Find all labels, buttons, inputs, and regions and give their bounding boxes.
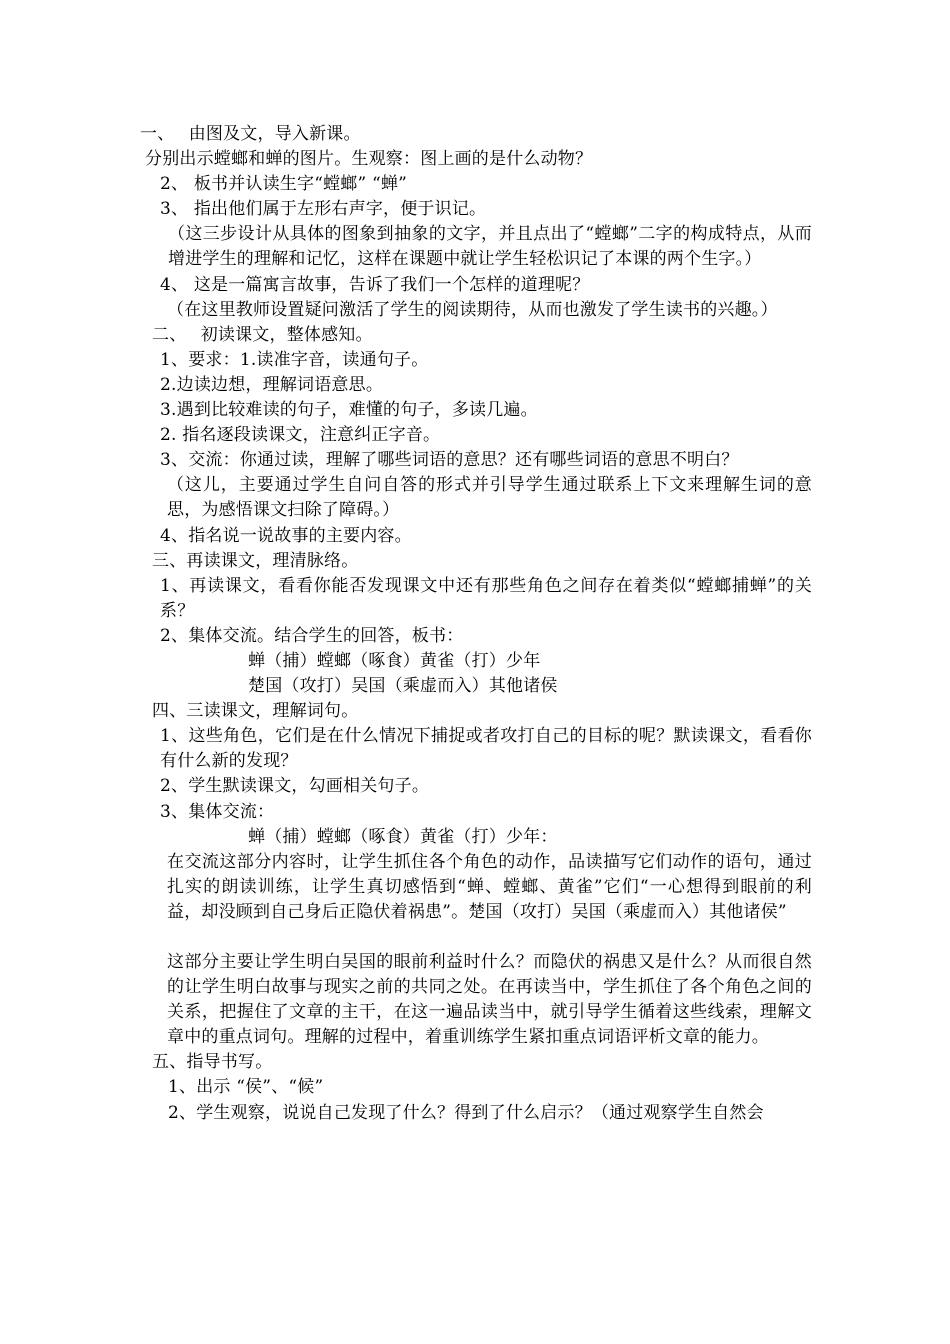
paragraph-line: 分别出示螳螂和蝉的图片。生观察：图上画的是什么动物？ (145, 149, 593, 170)
design-note: （这三步设计从具体的图象到抽象的文字，并且点出了“螳螂”二字的构成特点，从而增进学生的理解和记忆，这样在课题中就让学生轻松识记了本课的两个生字。） (168, 224, 812, 270)
list-item: 1、这些角色，它们是在什么情况下捕捉或者攻打自己的目标的呢？默读课文，看看你有什么新的发现？ (160, 726, 812, 772)
list-item: 2、 板书并认读生字“螳螂” “蝉” (160, 174, 407, 195)
section-heading-4: 四、三读课文，理解词句。 (152, 701, 359, 722)
list-item: 3、 指出他们属于左形右声字，便于识记。 (160, 199, 487, 220)
section-heading-5: 五、指导书写。 (152, 1052, 273, 1073)
design-note: （在这里教师设置疑问激活了学生的阅读期待，从而也激发了学生读书的兴趣。） (167, 299, 778, 320)
section-heading-1: 一、 由图及文，导入新课。 (140, 124, 361, 144)
list-item: 2、学生默读课文，勾画相关句子。 (160, 776, 430, 797)
list-item: 2. 指名逐段读课文，注意纠正字音。 (160, 425, 441, 446)
list-item: 1、再读课文，看看你能否发现课文中还有那些角色之间存在着类似“螳螂捕蝉”的关系？ (160, 575, 812, 621)
section-heading-2: 二、 初读课文，整体感知。 (152, 324, 373, 345)
list-item: 2、集体交流。结合学生的回答，板书： (160, 625, 464, 646)
list-item: 4、指名说一说故事的主要内容。 (160, 525, 412, 546)
list-item: 4、 这是一篇寓言故事，告诉了我们一个怎样的道理呢？ (160, 274, 590, 295)
list-item: 2、学生观察，说说自己发现了什么？得到了什么启示？（通过观察学生自然会 (168, 1102, 764, 1123)
design-note: （这儿，主要通过学生自问自答的形式并引导学生通过联系上下文来理解生词的意思，为感悟课文扫除了障碍。） (167, 475, 812, 521)
section-heading-3: 三、再读课文，理清脉络。 (152, 550, 359, 571)
blank-line (140, 925, 812, 950)
list-item: 3、交流：你通过读，理解了哪些词语的意思？还有哪些词语的意思不明白？ (160, 450, 739, 471)
board-writing-line: 蝉（捕）螳螂（啄食）黄雀（打）少年： (248, 826, 558, 847)
document-body (140, 122, 812, 1126)
list-item: 3、集体交流： (160, 801, 275, 822)
board-writing-line: 楚国（攻打）吴国（乘虚而入）其他诸侯 (248, 676, 558, 697)
list-item: 1、要求：1.读准字音，读通句子。 (160, 349, 429, 370)
list-item: 2.边读边想，理解词语意思。 (160, 374, 384, 395)
board-writing-line: 蝉（捕）螳螂（啄食）黄雀（打）少年 (248, 650, 541, 671)
paragraph: 这部分主要让学生明白吴国的眼前利益时什么？而隐伏的祸患又是什么？从而很自然的让学生明白故事与现实之前的共同之处。在再读当中，学生抓住了各个角色之间的关系，把握住了文章的主干，在这一遍品读当中，就引导学生循着这些线索，理解文章中的重点词句。理解的过程中，着重训练学生紧扣重点词语评析文章的能力。 (167, 952, 812, 1048)
list-item: 3.遇到比较难读的句子，难懂的句子，多读几遍。 (160, 400, 538, 421)
paragraph: 在交流这部分内容时，让学生抓住各个角色的动作，品读描写它们动作的语句，通过扎实的朗读训练，让学生真切感悟到“蝉、螳螂、黄雀”它们“一心想得到眼前的利益，却没顾到自己身后正隐伏着祸患”。楚国（攻打）吴国（乘虚而入）其他诸侯” (167, 851, 812, 922)
list-item: 1、出示 “侯”、“候” (168, 1077, 324, 1098)
